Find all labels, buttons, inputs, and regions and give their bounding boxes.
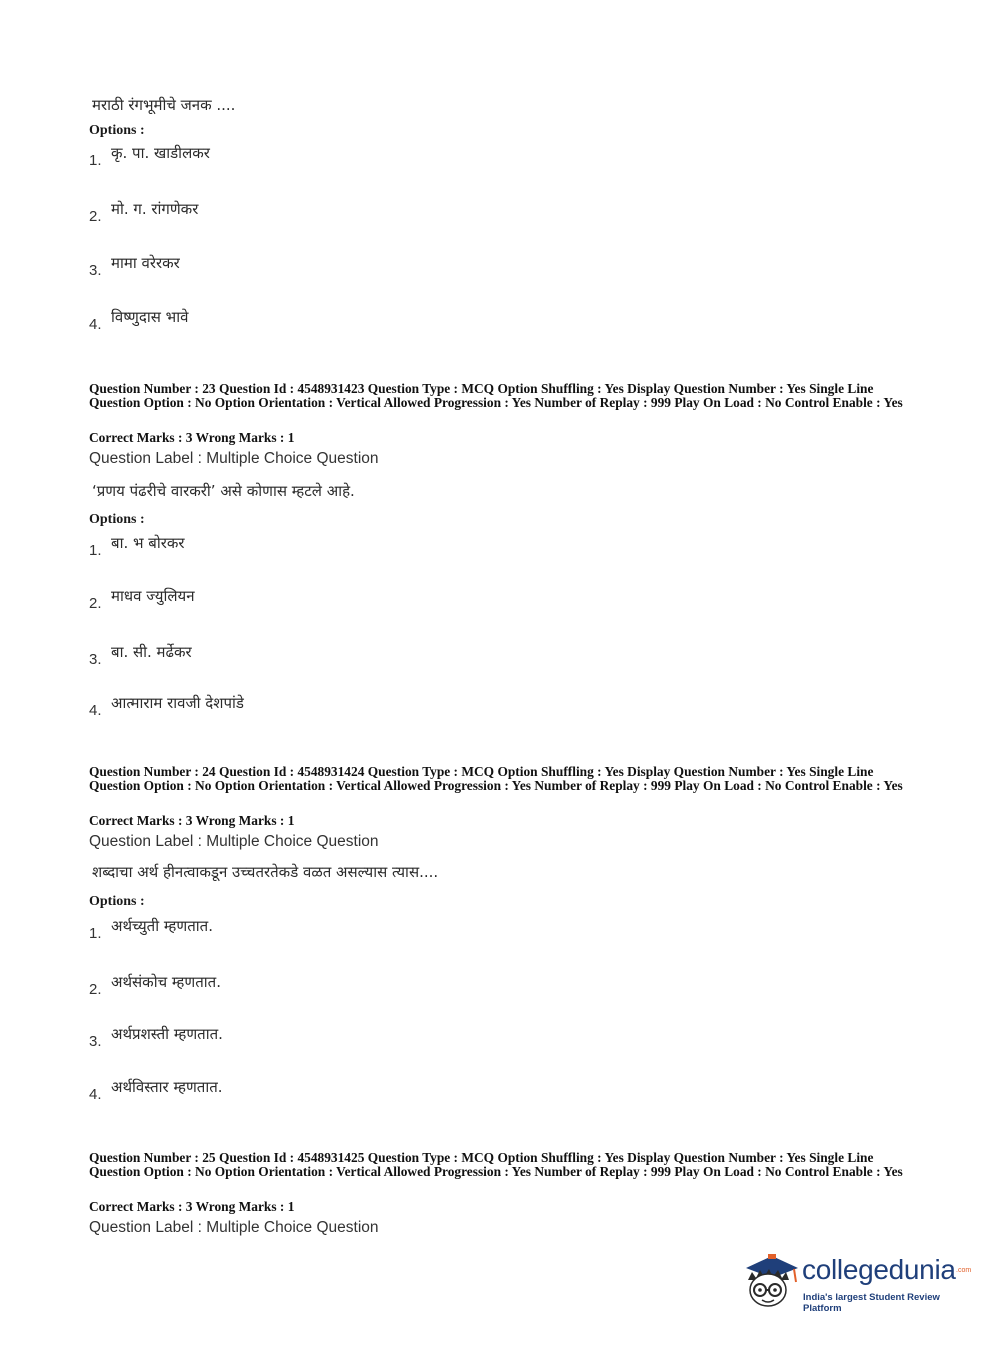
question-24-meta: Question Number : 24 Question Id : 4548931424 Question Type : MCQ Option Shuffling : Yes Display Question Number : Yes Single Line Question Option : No Option Orientation : Vertical Allowed Progression : Yes Number of Replay : 999 Play On Load : No Control Enable : Yes — [89, 764, 903, 794]
mascot-icon — [742, 1250, 800, 1312]
question-24-marks: Correct Marks : 3 Wrong Marks : 1 — [89, 813, 295, 828]
option-number: 2. — [89, 981, 102, 998]
option-number: 4. — [89, 702, 102, 719]
options-label: Options : — [89, 894, 145, 909]
option-number: 3. — [89, 651, 102, 668]
option-text: विष्णुदास भावे — [111, 308, 189, 326]
option-text: अर्थविस्तार म्हणतात. — [111, 1078, 223, 1096]
option-text: कृ. पा. खाडीलकर — [111, 144, 210, 162]
question-23-text: ‘प्रणय पंढरीचे वारकरी’ असे कोणास म्हटले आहे. — [92, 482, 355, 500]
option-text: मामा वरेरकर — [111, 254, 180, 272]
option-text: आत्माराम रावजी देशपांडे — [111, 694, 244, 712]
question-25-meta: Question Number : 25 Question Id : 4548931425 Question Type : MCQ Option Shuffling : Yes Display Question Number : Yes Single Line Question Option : No Option Orientation : Vertical Allowed Progression : Yes Number of Replay : 999 Play On Load : No Control Enable : Yes — [89, 1150, 903, 1180]
brand-tagline: India's largest Student Review Platform — [803, 1292, 940, 1314]
option-text: माधव ज्युलियन — [111, 587, 195, 605]
question-25-marks: Correct Marks : 3 Wrong Marks : 1 — [89, 1199, 295, 1214]
option-number: 3. — [89, 262, 102, 279]
question-24-text: शब्दाचा अर्थ हीनत्वाकडून उच्चतरतेकडे वळत असल्यास त्यास.... — [92, 863, 439, 881]
brand-domain: .com — [956, 1267, 972, 1274]
brand-name: collegedunia — [802, 1254, 956, 1285]
options-label: Options : — [89, 512, 145, 527]
question-24-label: Question Label : Multiple Choice Question — [89, 833, 379, 850]
option-number: 1. — [89, 542, 102, 559]
options-label: Options : — [89, 123, 145, 138]
option-number: 1. — [89, 152, 102, 169]
option-text: बा. भ बोरकर — [111, 534, 185, 552]
question-23-marks: Correct Marks : 3 Wrong Marks : 1 — [89, 430, 295, 445]
option-text: बा. सी. मर्ढेकर — [111, 643, 192, 661]
option-text: अर्थसंकोच म्हणतात. — [111, 973, 221, 991]
option-text: मो. ग. रांगणेकर — [111, 200, 199, 218]
question-25-label: Question Label : Multiple Choice Question — [89, 1219, 379, 1236]
option-number: 3. — [89, 1033, 102, 1050]
question-23-meta: Question Number : 23 Question Id : 4548931423 Question Type : MCQ Option Shuffling : Yes Display Question Number : Yes Single Line Question Option : No Option Orientation : Vertical Allowed Progression : Yes Number of Replay : 999 Play On Load : No Control Enable : Yes — [89, 381, 903, 411]
question-23-label: Question Label : Multiple Choice Question — [89, 450, 379, 467]
option-number: 2. — [89, 595, 102, 612]
question-22-text: मराठी रंगभूमीचे जनक .... — [92, 96, 236, 114]
option-number: 4. — [89, 316, 102, 333]
option-number: 1. — [89, 925, 102, 942]
collegedunia-logo — [742, 1250, 972, 1312]
option-text: अर्थच्युती म्हणतात. — [111, 917, 213, 935]
option-number: 2. — [89, 208, 102, 225]
option-text: अर्थप्रशस्ती म्हणतात. — [111, 1025, 223, 1043]
option-number: 4. — [89, 1086, 102, 1103]
